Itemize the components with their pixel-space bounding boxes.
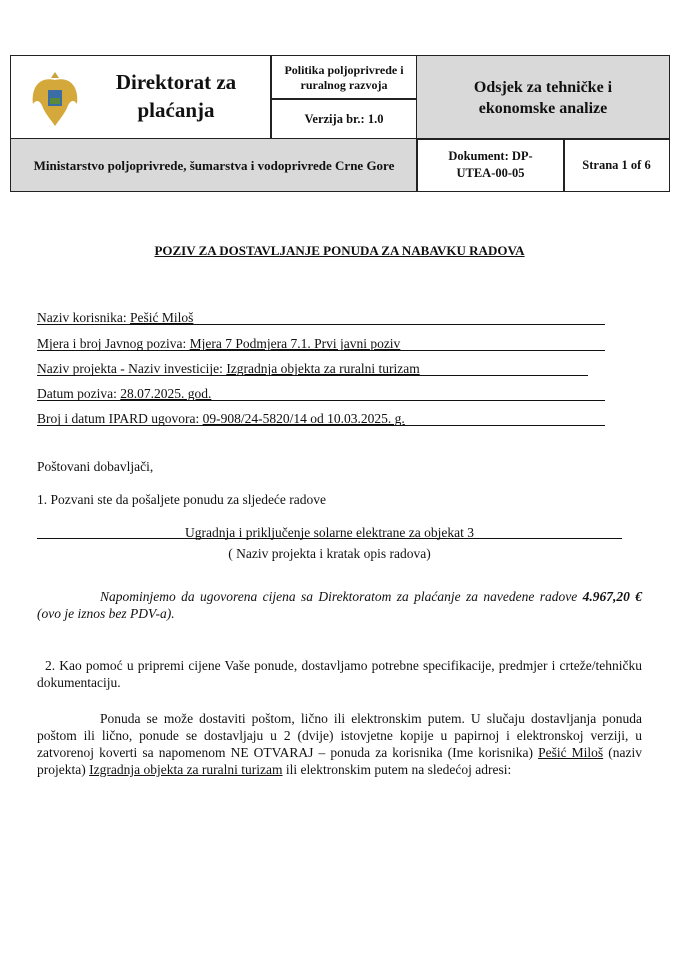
document-title: POZIV ZA DOSTAVLJANJE PONUDA ZA NABAVKU RADOVA (154, 243, 525, 258)
field-beneficiary: Naziv korisnika: Pešić Miloš (37, 310, 194, 325)
submission-paragraph: Ponuda se može dostaviti poštom, lično ili elektronskim putem. U slučaju dostavljanja ponuda poštom ili lično, ponude se dostavljaju u 2 (dvije) istovjetne kopije u papirnoj i elektronskoj verziji, u zatvorenoj koverti sa napomenom NE OTVARAJ – ponuda za korisnika (Ime korisnika) Pešić Miloš (naziv projekta) Izgradnja objekta za ruralni turizam ili elektronskim putem na sledećoj adresi: (37, 711, 642, 777)
field-public-call: Mjera i broj Javnog poziva: Mjera 7 Podmjera 7.1. Prvi javni poziv (37, 336, 401, 351)
document-number-cell: Dokument: DP-UTEA-00-05 (416, 138, 565, 192)
page-number-cell: Strana 1 of 6 (563, 138, 670, 192)
field-project: Naziv projekta - Naziv investicije: Izgradnja objekta za ruralni turizam (37, 361, 420, 376)
field-date: Datum poziva: 28.07.2025. god. (37, 386, 212, 401)
department-cell: Odsjek za tehničke i ekonomske analize (416, 55, 670, 140)
item-2: 2. Kao pomoć u pripremi cijene Vaše ponude, dostavljamo potrebne specifikacije, predmjer i crteže/tehničku dokumentaciju. (37, 658, 642, 690)
works-caption: ( Naziv projekta i kratak opis radova) (228, 546, 431, 561)
coat-of-arms-icon (29, 68, 81, 130)
item-1: 1. Pozvani ste da pošaljete ponudu za sljedeće radove (37, 492, 327, 507)
ministry-cell: Ministarstvo poljoprivrede, šumarstva i vodoprivrede Crne Gore (10, 138, 418, 192)
greeting: Poštovani dobavljači, (37, 459, 154, 474)
policy-cell: Politika poljoprivrede i ruralnog razvoja (270, 55, 418, 100)
version-cell: Verzija br.: 1.0 (270, 98, 418, 140)
org-title: Direktorat za plaćanja (115, 70, 237, 122)
price-note: Napominjemo da ugovorena cijena sa Direktoratom za plaćanje za navedene radove 4.967,20 € (ovo je iznos bez PDV-a). (37, 589, 642, 621)
works-description: Ugradnja i priključenje solarne elektrane za objekat 3 (185, 525, 474, 540)
header-org-cell (10, 55, 272, 140)
field-contract: Broj i datum IPARD ugovora: 09-908/24-5820/14 od 10.03.2025. g. (37, 411, 405, 426)
